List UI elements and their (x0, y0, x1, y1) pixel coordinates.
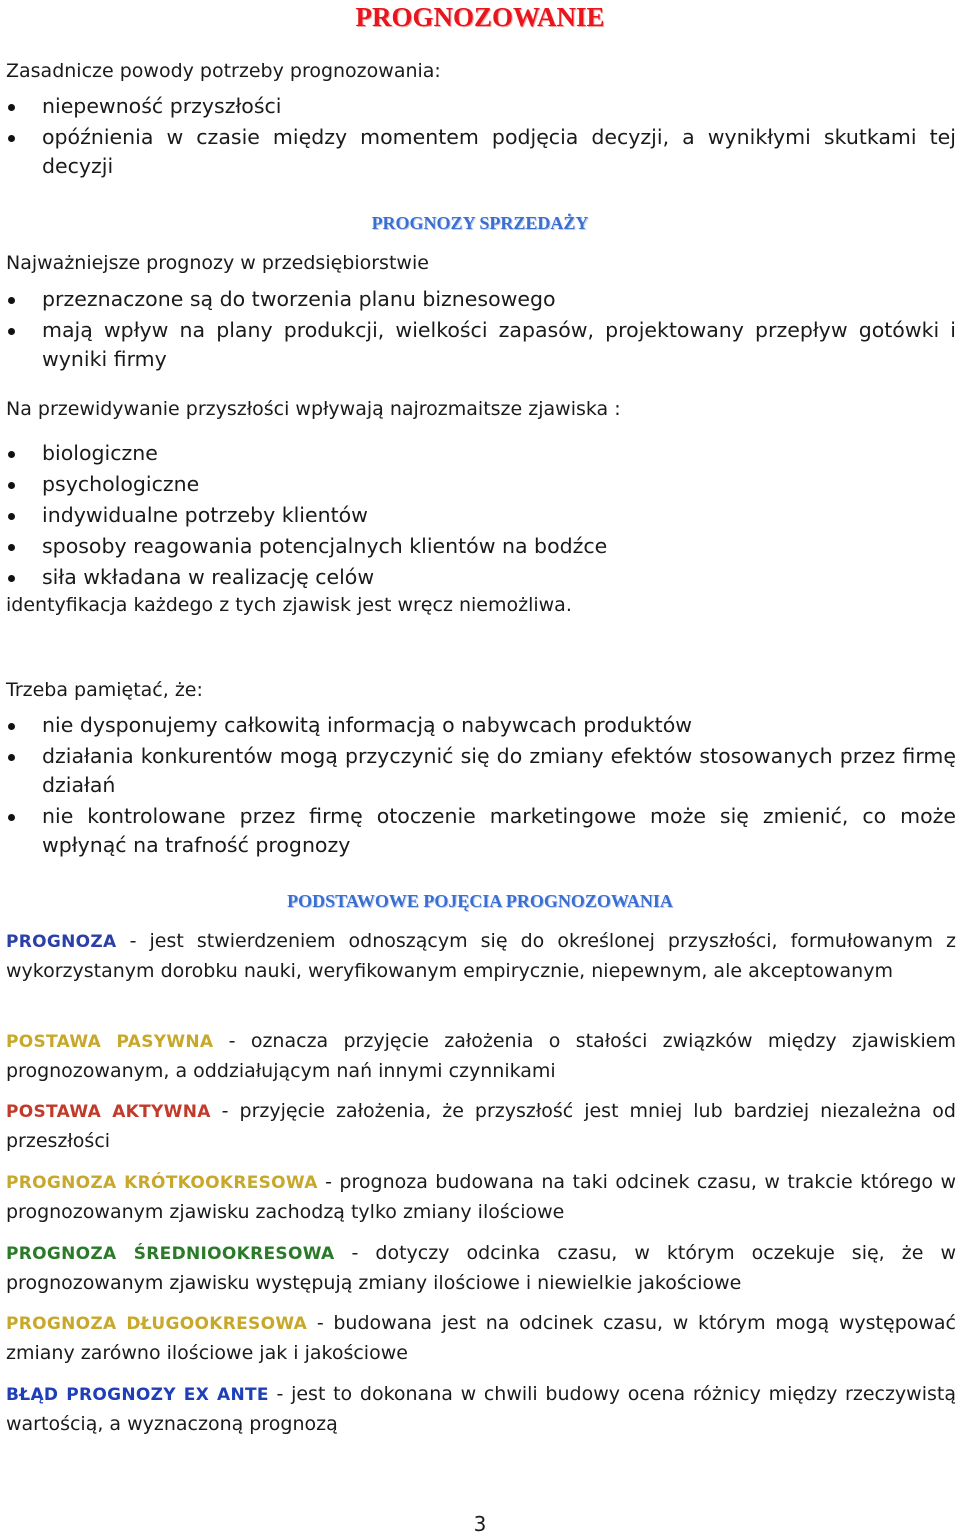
list-item: przeznaczone są do tworzenia planu biznesowego (6, 285, 956, 314)
list-item: nie dysponujemy całkowitą informacją o nabywcach produktów (6, 711, 956, 740)
list-item: psychologiczne (6, 470, 956, 499)
definition-prognoza (6, 927, 956, 986)
definition-term: PROGNOZA ŚREDNIOOKRESOWA (6, 1244, 335, 1264)
list-item: mają wpływ na plany produkcji, wielkości zapasów, projektowany przepływ gotówki i wyniki firmy (6, 316, 956, 374)
phenomena-closing: identyfikacja każdego z tych zjawisk jest wręcz niemożliwa. (6, 594, 572, 616)
definition-term: POSTAWA AKTYWNA (6, 1102, 211, 1122)
phenomena-list (6, 439, 956, 594)
list-item: biologiczne (6, 439, 956, 468)
phenomena-lead: Na przewidywanie przyszłości wpływają najrozmaitsze zjawiska : (6, 398, 621, 420)
list-item: opóźnienia w czasie między momentem podjęcia decyzji, a wynikłymi skutkami tej decyzji (6, 123, 956, 181)
definition-text: - budowana jest na odcinek czasu, w którym mogą występować zmiany zarówno ilościowe jak i jakościowe (6, 1312, 957, 1364)
list-item: sposoby reagowania potencjalnych klientów na bodźce (6, 532, 956, 561)
remember-lead: Trzeba pamiętać, że: (6, 679, 203, 701)
section-heading-concepts: PODSTAWOWE POJĘCIA PROGNOZOWANIA (287, 891, 673, 911)
definition-text: - jest stwierdzeniem odnoszącym się do określonej przyszłości, formułowanym z wykorzystanym dorobku nauki, weryfikowanym empirycznie, niepewnym, ale akceptowanym (6, 930, 956, 982)
definition-term: PROGNOZA (6, 932, 117, 952)
section-heading-sales-text: PROGNOZY SPRZEDAŻY (371, 213, 589, 233)
definition-term: POSTAWA PASYWNA (6, 1032, 214, 1052)
page-number: 3 (473, 1512, 487, 1536)
intro-list (6, 92, 956, 183)
remember-list (6, 711, 956, 862)
list-item: niepewność przyszłości (6, 92, 956, 121)
list-item: siła wkładana w realizację celów (6, 563, 956, 592)
definition-term: PROGNOZA KRÓTKOOKRESOWA (6, 1173, 318, 1193)
definition-dlugookresowa (6, 1309, 956, 1368)
section-heading-sales (0, 211, 960, 235)
list-item: nie kontrolowane przez firmę otoczenie marketingowe może się zmienić, co może wpłynąć na trafność prognozy (6, 802, 956, 860)
definition-text: - oznacza przyjęcie założenia o stałości związków między zjawiskiem prognozowanym, a oddziałującym nań innymi czynnikami (6, 1030, 956, 1082)
sales-lead: Najważniejsze prognozy w przedsiębiorstwie (6, 252, 429, 274)
definition-term: BŁĄD PROGNOZY EX ANTE (6, 1385, 269, 1405)
definition-text: - dotyczy odcinka czasu, w którym oczekuje się, że w prognozowanym zjawisku występują zmiany ilościowe i niewielkie jakościowe (6, 1242, 956, 1294)
sales-list (6, 285, 956, 376)
definition-text: - przyjęcie założenia, że przyszłość jest mniej lub bardziej niezależna od przeszłości (6, 1100, 956, 1152)
page-title: PROGNOZOWANIE (355, 2, 605, 32)
definition-krotkookresowa (6, 1168, 956, 1227)
definition-postawa-pasywna (6, 1027, 956, 1086)
definition-text: - prognoza budowana na taki odcinek czasu, w trakcie którego w prognozowanym zjawisku zachodzą tylko zmiany ilościowe (6, 1171, 956, 1223)
list-item: działania konkurentów mogą przyczynić się do zmiany efektów stosowanych przez firmę działań (6, 742, 956, 800)
definition-term: PROGNOZA DŁUGOOKRESOWA (6, 1314, 308, 1334)
list-item: indywidualne potrzeby klientów (6, 501, 956, 530)
definition-text: - jest to dokonana w chwili budowy ocena różnicy między rzeczywistą wartością, a wyznaczoną prognozą (6, 1383, 956, 1435)
definition-blad-prognozy (6, 1380, 956, 1439)
definition-sredniookresowa (6, 1239, 956, 1298)
definition-postawa-aktywna (6, 1097, 956, 1156)
intro-lead: Zasadnicze powody potrzeby prognozowania: (6, 60, 441, 82)
